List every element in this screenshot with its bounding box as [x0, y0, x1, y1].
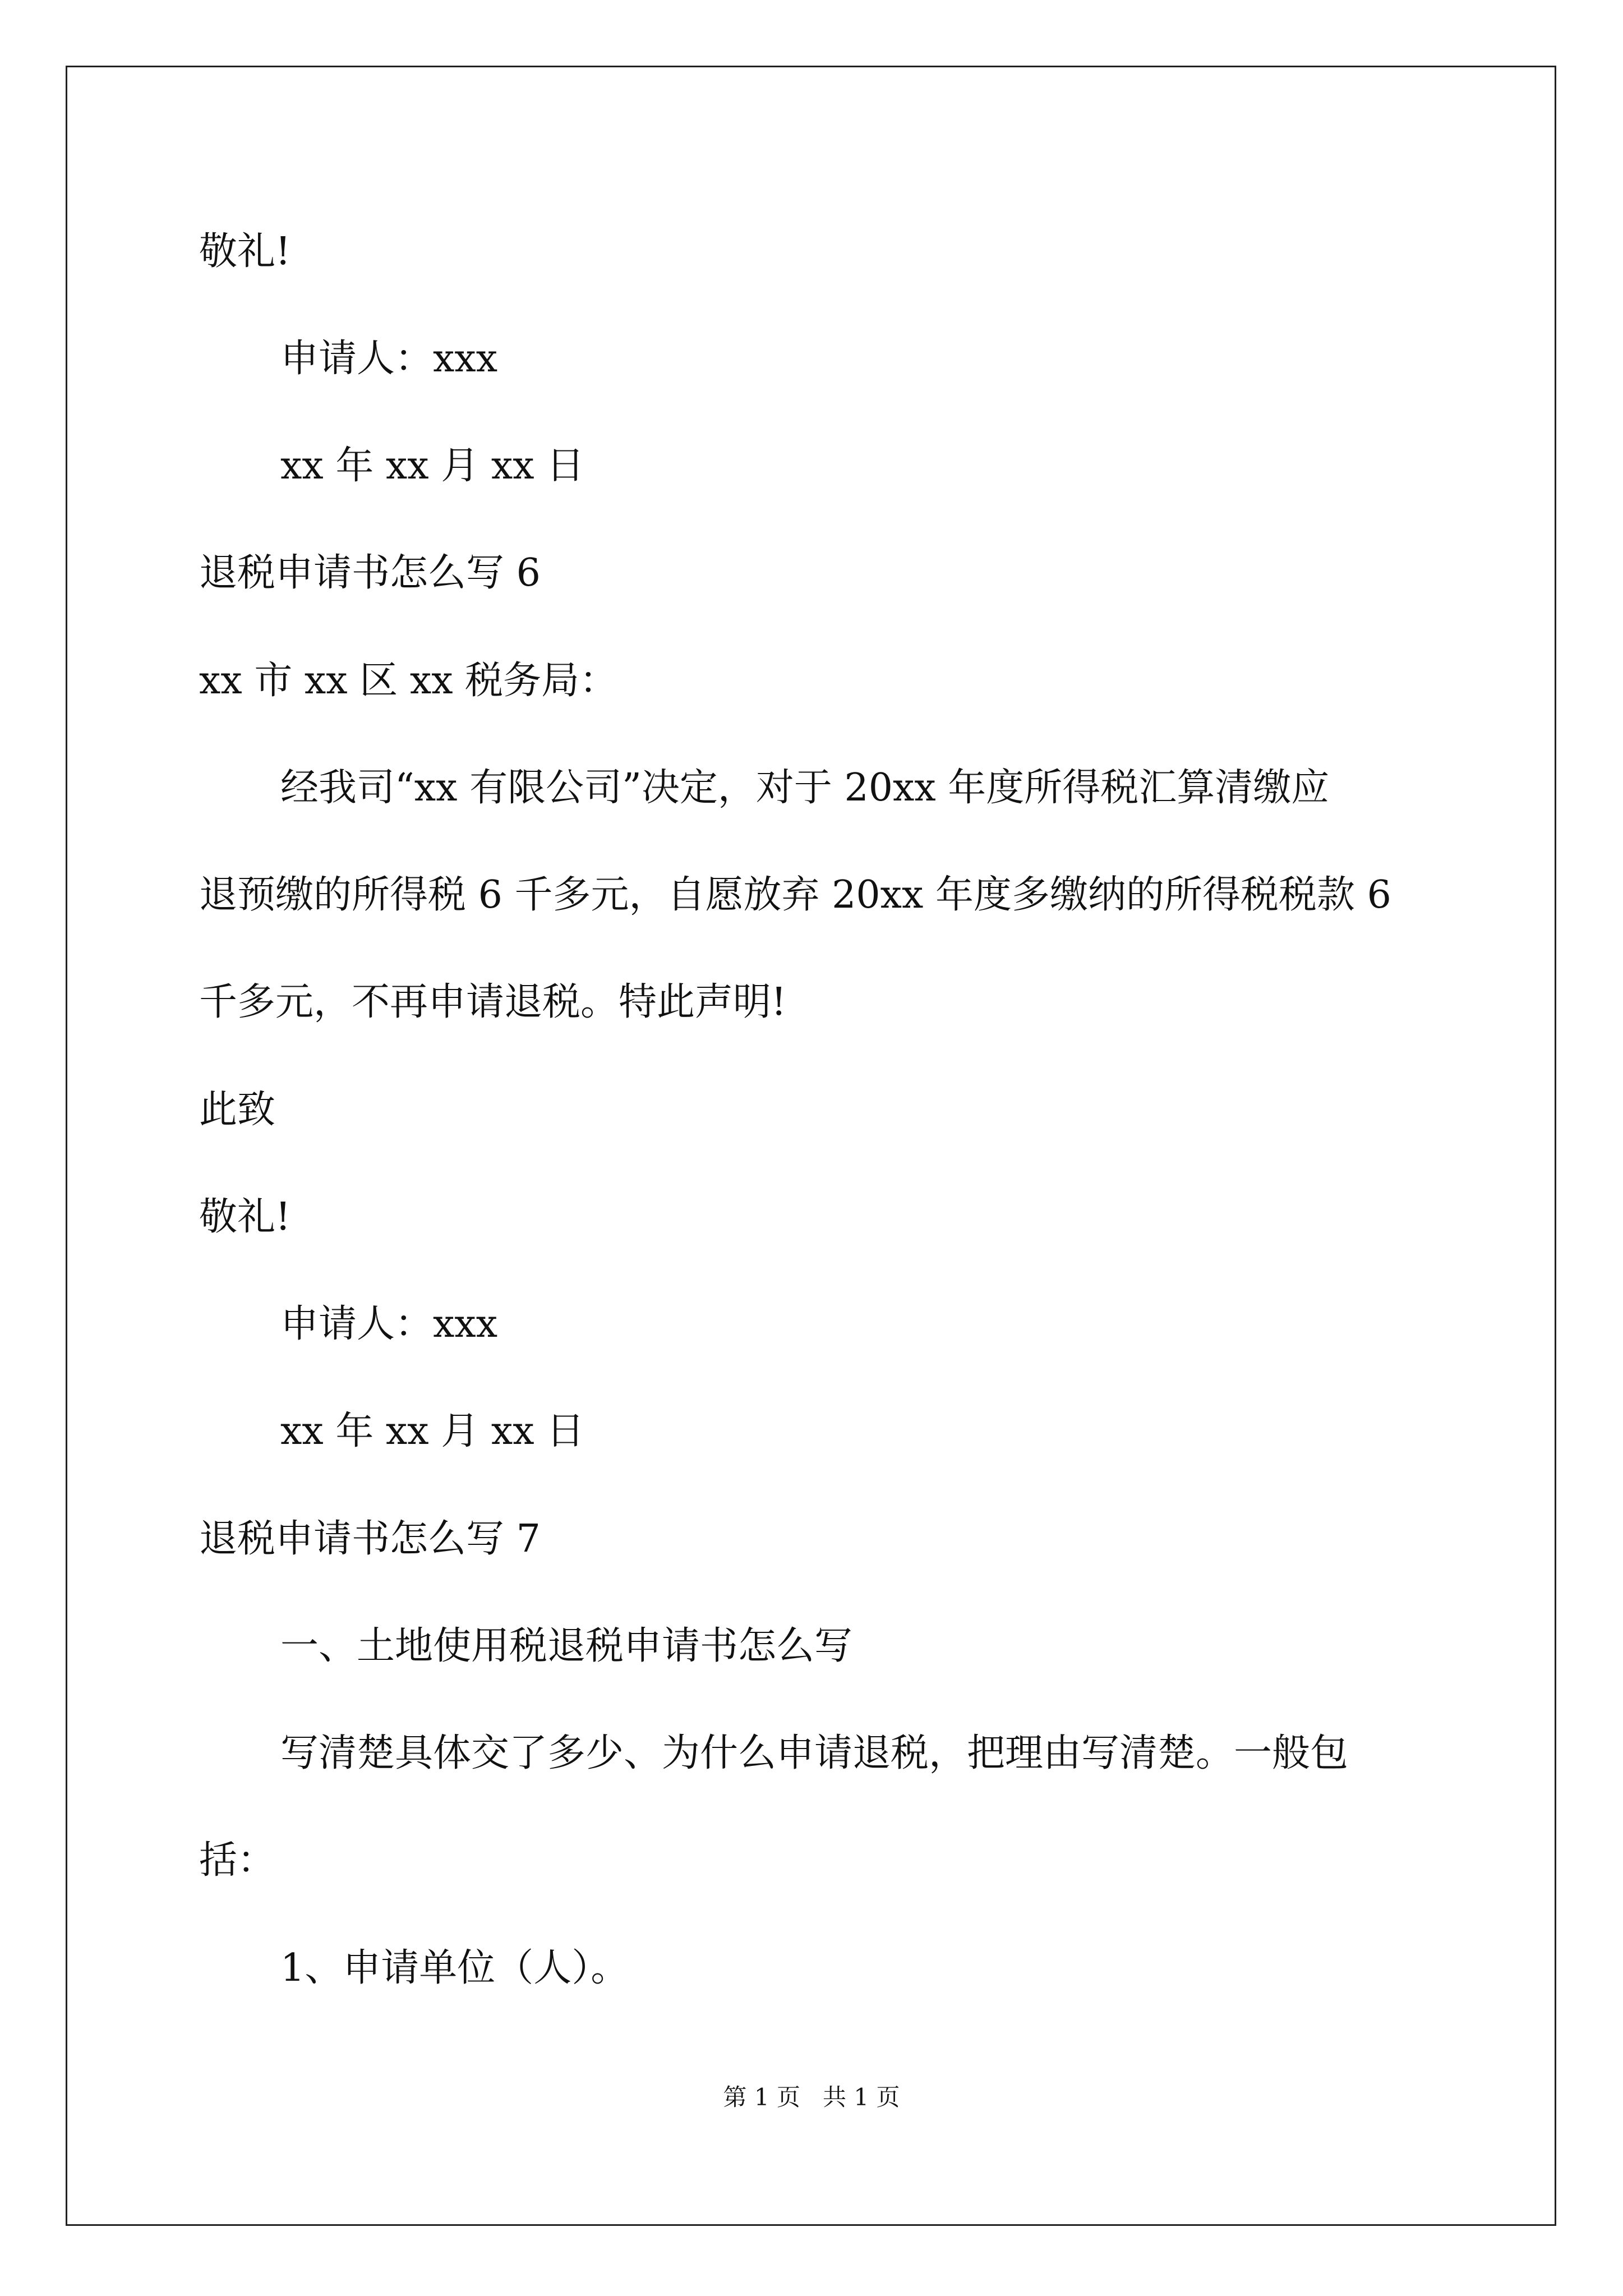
- section-heading-6: 退税申请书怎么写 6: [199, 551, 541, 595]
- closing-phrase: 此致: [199, 1088, 276, 1132]
- date-line: xx 年 xx 月 xx 日: [280, 1409, 585, 1453]
- body-paragraph-line: 经我司“xx 有限公司”决定，对于 20xx 年度所得税汇算清缴应: [280, 766, 1330, 810]
- date-line: xx 年 xx 月 xx 日: [280, 444, 585, 488]
- page-footer: 第 1 页 共 1 页: [723, 2083, 900, 2111]
- applicant-line: 申请人：xxx: [280, 1302, 498, 1346]
- body-paragraph-line: 括：: [199, 1838, 276, 1883]
- applicant-line: 申请人：xxx: [280, 337, 498, 381]
- page-border: [66, 66, 1556, 2226]
- list-item: 1、申请单位（人）。: [280, 1946, 629, 1990]
- body-paragraph-line: 写清楚具体交了多少、为什么申请退税，把理由写清楚。一般包: [280, 1731, 1349, 1775]
- recipient-line: xx 市 xx 区 xx 税务局：: [199, 659, 618, 703]
- body-paragraph-line: 千多元，不再申请退税。特此声明!: [199, 980, 787, 1024]
- subheading: 一、土地使用税退税申请书怎么写: [280, 1624, 853, 1668]
- section-heading-7: 退税申请书怎么写 7: [199, 1517, 541, 1561]
- closing-salutation: 敬礼!: [199, 1195, 291, 1239]
- closing-salutation: 敬礼!: [199, 229, 291, 274]
- body-paragraph-line: 退预缴的所得税 6 千多元，自愿放弃 20xx 年度多缴纳的所得税税款 6: [199, 873, 1391, 917]
